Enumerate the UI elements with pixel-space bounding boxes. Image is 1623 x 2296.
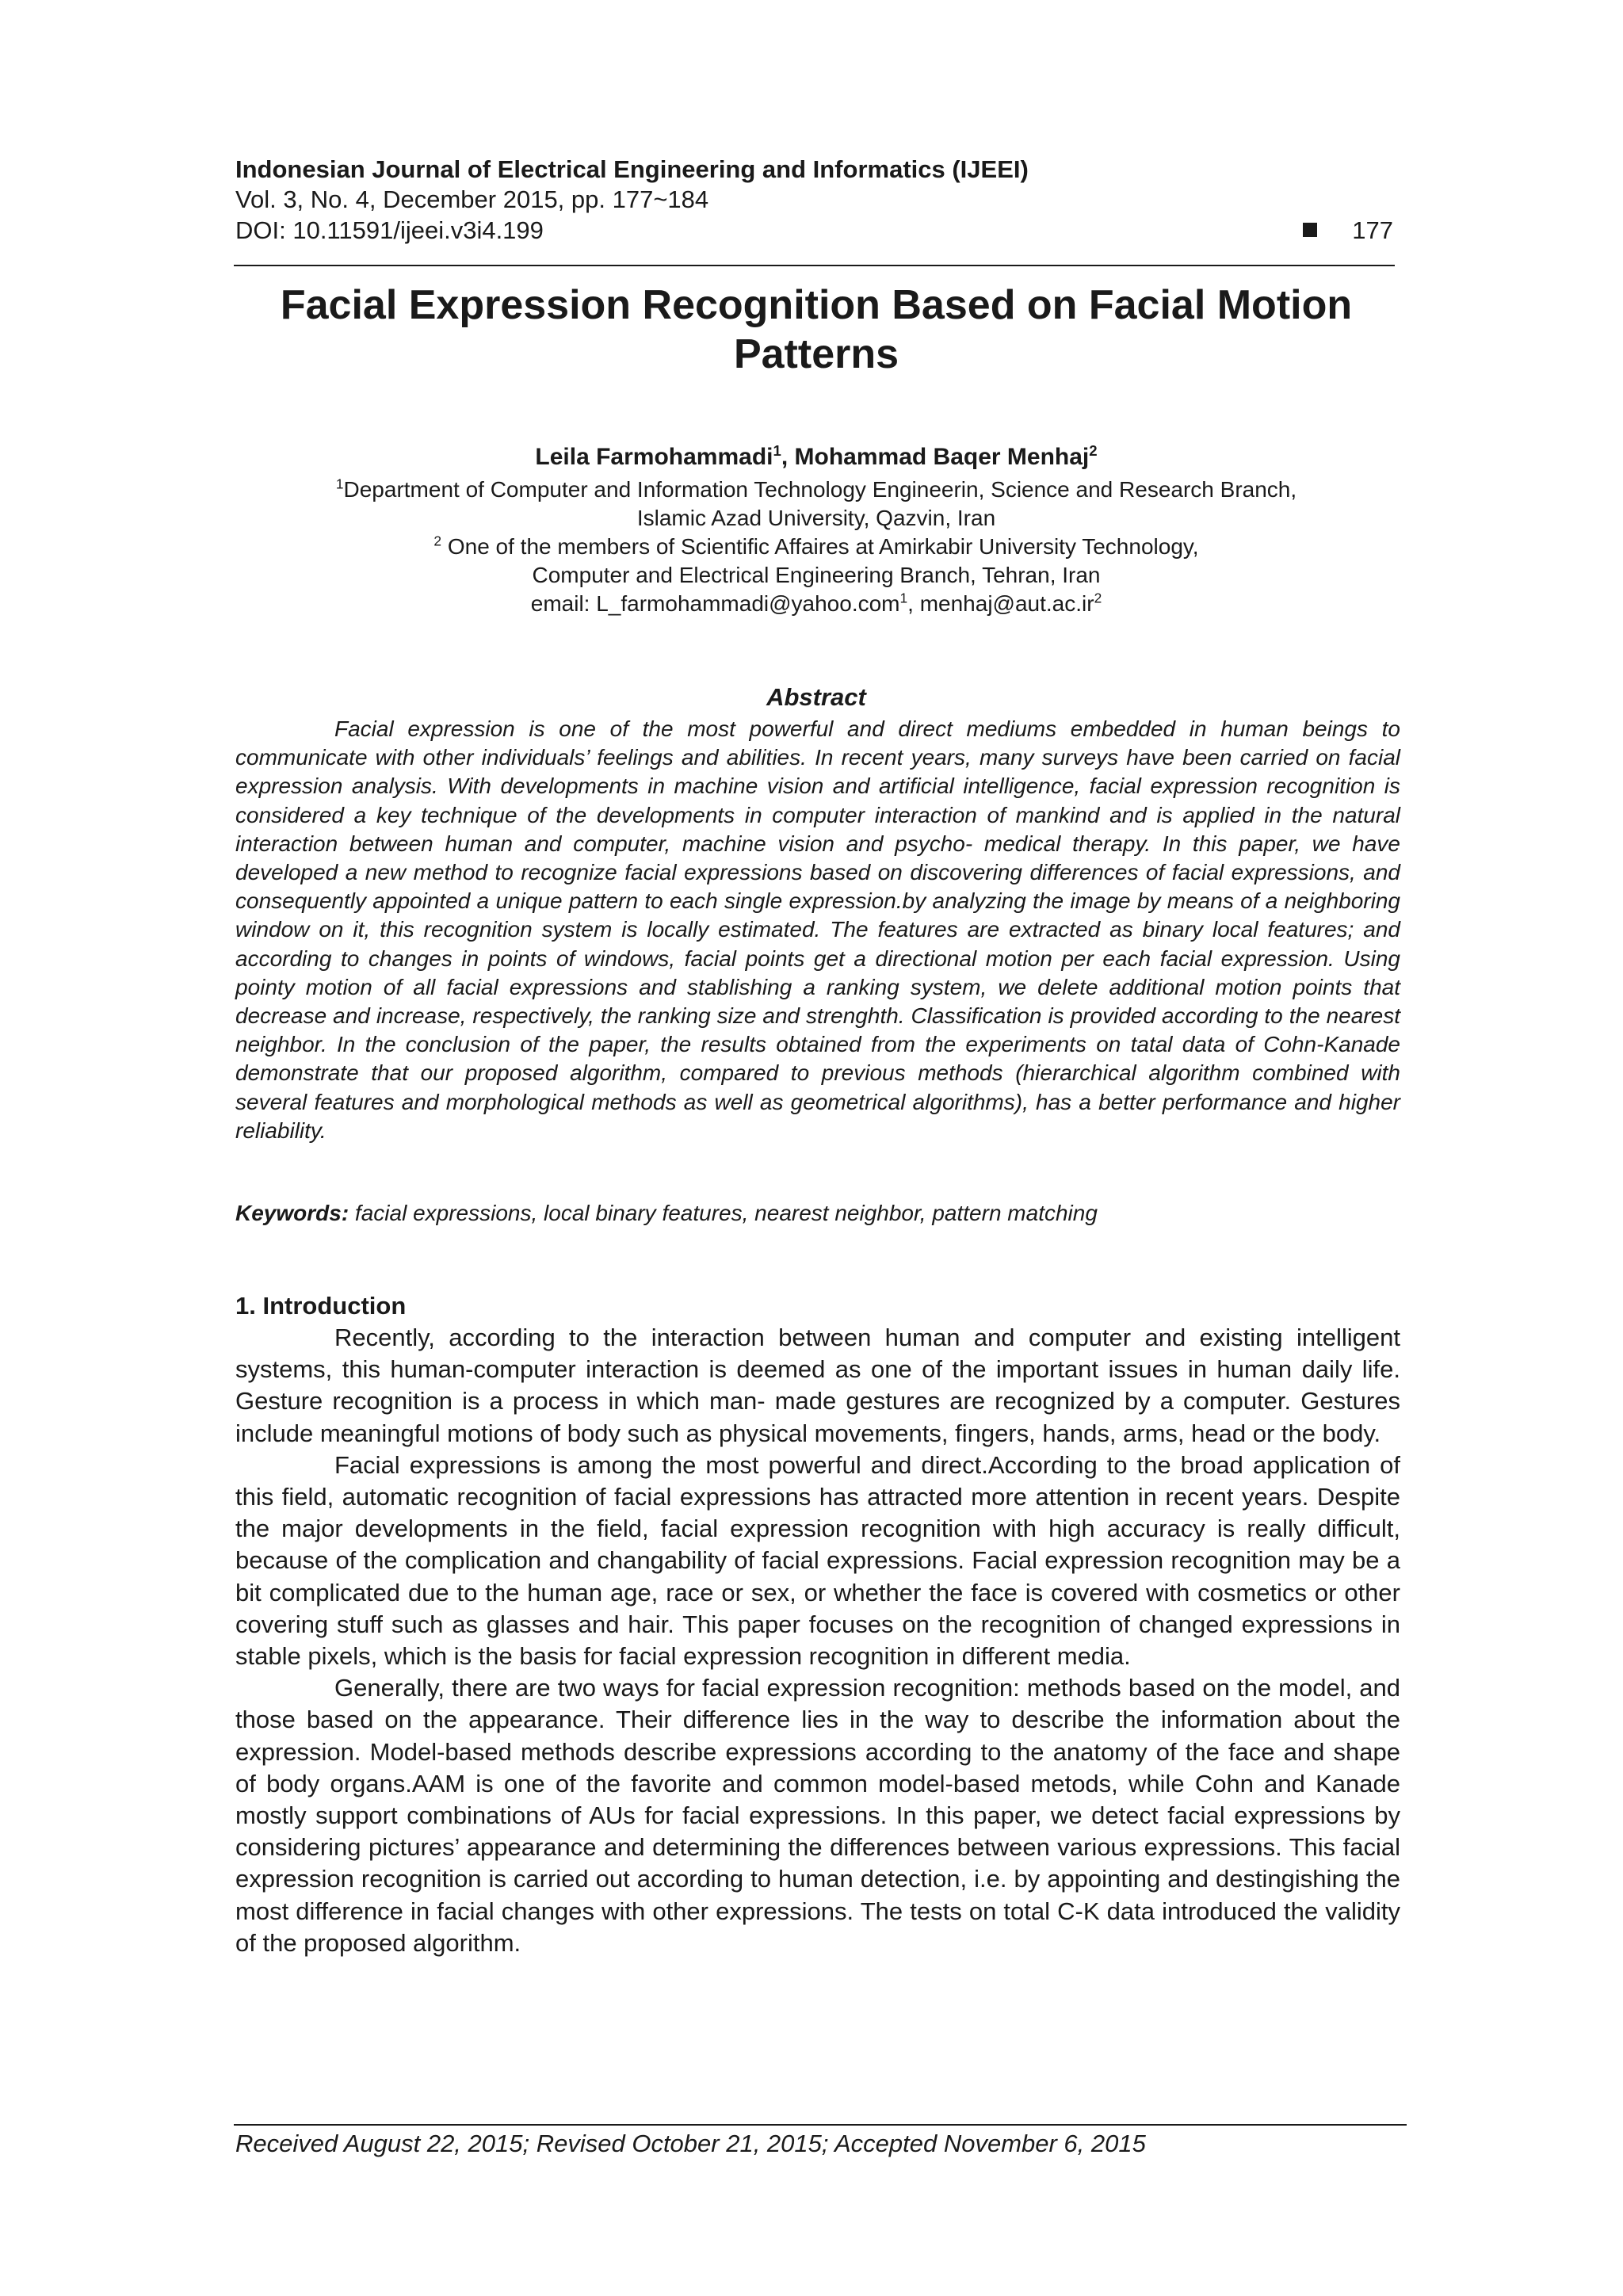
keywords: [235, 1199, 1400, 1228]
title-line-2: Patterns: [733, 331, 899, 377]
author-list: [214, 444, 1419, 471]
author-separator: ,: [781, 444, 795, 470]
affiliation-line: Department of Computer and Information Technology Engineerin, Science and Research Branch,: [343, 477, 1297, 502]
email-superscript: 2: [1094, 590, 1102, 606]
author-superscript: 1: [773, 442, 781, 459]
author-name: Mohammad Baqer Menhaj: [794, 444, 1090, 470]
email-text: , menhaj@aut.ac.ir: [907, 591, 1094, 616]
paper-title: [214, 281, 1419, 379]
journal-name: Indonesian Journal of Electrical Engineering and Informatics (IJEEI): [235, 155, 1029, 183]
affiliation-2: [214, 533, 1419, 590]
volume-info: Vol. 3, No. 4, December 2015, pp. 177~184: [235, 185, 709, 213]
page-number: 177: [1352, 216, 1393, 244]
abstract-heading: Abstract: [766, 683, 866, 711]
affiliation-line: One of the members of Scientific Affaires at Amirkabir University Technology,: [441, 534, 1199, 559]
affiliation-line: Islamic Azad University, Qazvin, Iran: [636, 506, 996, 530]
paragraph: Recently, according to the interaction between human and computer and existing intelligent systems, this human-computer interaction is deemed as one of the important issues in human daily life. Gesture recognition is a process in which man- made gestures are recognized by a computer. Gestures include meaningful motions of body such as physical movements, fingers, hands, arms, head or the body.: [235, 1324, 1400, 1447]
header-rule: [234, 265, 1395, 266]
introduction-body: [235, 1322, 1400, 1959]
title-line-1: Facial Expression Recognition Based on Facial Motion: [280, 282, 1353, 328]
footer-rule: [234, 2124, 1407, 2126]
author-emails: [214, 590, 1419, 618]
doi: DOI: 10.11591/ijeei.v3i4.199: [235, 216, 544, 244]
abstract-body: [235, 715, 1400, 1145]
paragraph: Generally, there are two ways for facial expression recognition: methods based on the model, and those based on the appearance. Their difference lies in the way to describe the information about the expression. Model-based methods describe expressions according to the anatomy of the face and shape of body organs.AAM is one of the favorite and common model-based metods, while Cohn and Kanade mostly support combinations of AUs for facial expressions. In this paper, we detect facial expressions by considering pictures’ appearance and determining the differences between various expressions. This facial expression recognition is carried out according to human detection, i.e. by appointing and destingishing the most difference in facial changes with other expressions. The tests on total C-K data introduced the validity of the proposed algorithm.: [235, 1674, 1400, 1957]
affiliation-superscript: 1: [335, 476, 344, 492]
keywords-label: Keywords:: [235, 1201, 349, 1225]
author-name: Leila Farmohammadi: [535, 444, 773, 470]
affiliation-line: Computer and Electrical Engineering Branch, Tehran, Iran: [532, 563, 1101, 587]
paragraph: Facial expressions is among the most powerful and direct.According to the broad application of this field, automatic recognition of facial expressions has attracted more attention in recent years. Despite the major developments in the field, facial expression recognition with high accuracy is really difficult, because of the complication and changability of facial expressions. Facial expression recognition may be a bit complicated due to the human age, race or sex, or whether the face is covered with cosmetics or other covering stuff such as glasses and hair. This paper focuses on the recognition of changed expressions in stable pixels, which is the basis for facial expression recognition in different media.: [235, 1450, 1400, 1671]
abstract-text: Facial expression is one of the most powerful and direct mediums embedded in human beings to communicate with other individuals’ feelings and abilities. In recent years, many surveys have been carried on facial expression analysis. With developments in machine vision and artificial intelligence, facial expression recognition is considered a key technique of the developments in computer interaction of mankind and is applied in the natural interaction between human and computer, machine vision and psycho- medical therapy. In this paper, we have developed a new method to recognize facial expressions based on discovering differences of facial expressions, and consequently appointed a unique pattern to each single expression.by analyzing the image by means of a neighboring window on it, this recognition system is locally estimated. The features are extracted as binary local features; and according to changes in points of windows, facial points get a directional motion per each facial expression. Using pointy motion of all facial expressions and stablishing a ranking system, we delete additional motion points that decrease and increase, respectively, the ranking size and strenghth. Classification is provided according to the nearest neighbor. In the conclusion of the paper, the results obtained from the experiments on tatal data of Cohn-Kanade demonstrate that our proposed algorithm, compared to previous methods (hierarchical algorithm combined with several features and morphological methods as well as geometrical algorithms), has a better performance and higher reliability.: [235, 716, 1400, 1143]
section-heading: 1. Introduction: [235, 1292, 407, 1320]
author-superscript: 2: [1089, 442, 1098, 459]
email-superscript: 1: [899, 590, 908, 606]
received-dates: Received August 22, 2015; Revised October 21, 2015; Accepted November 6, 2015: [235, 2130, 1146, 2157]
keywords-text: facial expressions, local binary features, nearest neighbor, pattern matching: [349, 1201, 1098, 1225]
page-number-block: [1303, 216, 1393, 245]
square-bullet-icon: [1303, 223, 1317, 237]
affiliation-1: [214, 476, 1419, 533]
affiliation-superscript: 2: [433, 533, 442, 549]
email-text: email: L_farmohammadi@yahoo.com: [530, 591, 900, 616]
